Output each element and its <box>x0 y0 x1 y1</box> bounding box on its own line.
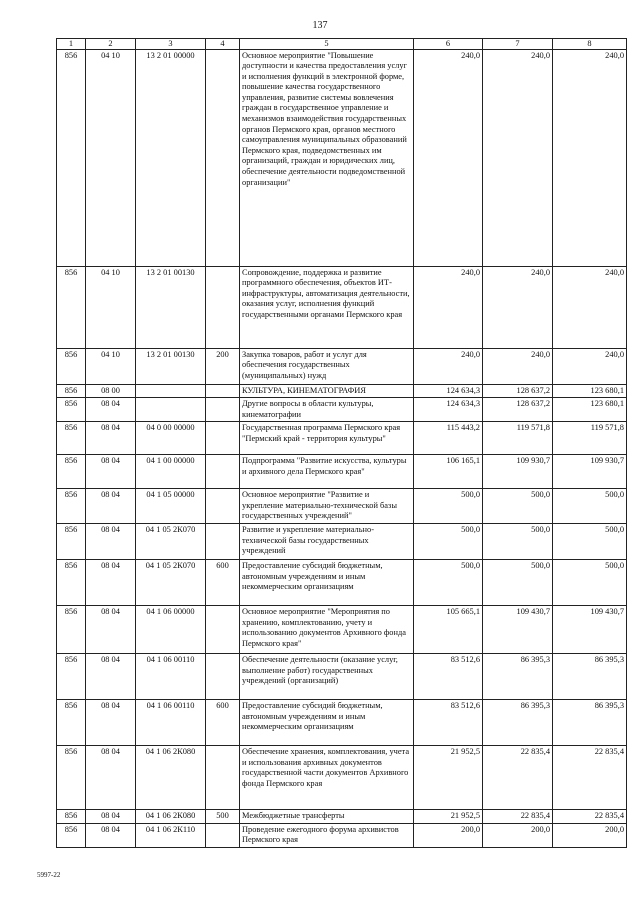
table-row <box>57 489 627 524</box>
admin-code-cell: 856 <box>57 455 86 489</box>
table-row <box>57 49 627 266</box>
target-article-cell: 04 1 06 00000 <box>136 606 206 654</box>
amount-year2-cell: 86 395,3 <box>483 700 553 746</box>
section-code-cell: 04 10 <box>86 266 136 348</box>
expense-type-cell <box>206 49 240 266</box>
table-row <box>57 746 627 810</box>
section-code-cell: 04 10 <box>86 348 136 384</box>
table-row <box>57 348 627 384</box>
item-name-cell: Основное мероприятие "Повышение доступности и качества предоставления услуг и исполнения функций в электронной форме, повышение качества государственного управления, развитие системы вовлечения граждан в государственное управление и механизмов взаимодействия государственных органов Пермского края, органов местного самоуправления муниципальных образований Пермского края, подведомственных им организаций, граждан и юридических лиц, обеспечение деятельности подведомственной организации" <box>240 49 414 266</box>
expense-type-cell <box>206 489 240 524</box>
amount-year1-cell: 105 665,1 <box>414 606 483 654</box>
admin-code-cell: 856 <box>57 49 86 266</box>
amount-year2-cell: 109 430,7 <box>483 606 553 654</box>
item-name-cell: Предоставление субсидий бюджетным, автономным учреждениям и иным некоммерческим организациям <box>240 700 414 746</box>
table-row <box>57 384 627 398</box>
item-name-cell: Основное мероприятие "Мероприятия по хранению, комплектованию, учету и использованию документов Архивного фонда Пермского края" <box>240 606 414 654</box>
section-code-cell: 08 04 <box>86 422 136 455</box>
amount-year1-cell: 500,0 <box>414 524 483 560</box>
amount-year1-cell: 240,0 <box>414 348 483 384</box>
expense-type-cell: 200 <box>206 348 240 384</box>
table-row <box>57 560 627 606</box>
section-code-cell: 08 04 <box>86 560 136 606</box>
expense-type-cell <box>206 266 240 348</box>
table-row <box>57 823 627 847</box>
table-body <box>57 49 627 847</box>
item-name-cell: Подпрограмма "Развитие искусства, культуры и архивного дела Пермского края" <box>240 455 414 489</box>
table-row <box>57 455 627 489</box>
amount-year2-cell: 128 637,2 <box>483 398 553 422</box>
amount-year1-cell: 21 952,5 <box>414 810 483 824</box>
item-name-cell: Другие вопросы в области культуры, кинематографии <box>240 398 414 422</box>
amount-year2-cell: 240,0 <box>483 266 553 348</box>
column-header-1: 1 <box>57 39 86 50</box>
amount-year2-cell: 109 930,7 <box>483 455 553 489</box>
target-article-cell: 04 1 06 2К080 <box>136 810 206 824</box>
amount-year1-cell: 83 512,6 <box>414 654 483 700</box>
admin-code-cell: 856 <box>57 348 86 384</box>
expense-type-cell <box>206 524 240 560</box>
admin-code-cell: 856 <box>57 606 86 654</box>
item-name-cell: Государственная программа Пермского края "Пермский край - территория культуры" <box>240 422 414 455</box>
section-code-cell: 08 04 <box>86 455 136 489</box>
section-code-cell: 08 04 <box>86 606 136 654</box>
column-header-7: 7 <box>483 39 553 50</box>
amount-year2-cell: 240,0 <box>483 348 553 384</box>
admin-code-cell: 856 <box>57 560 86 606</box>
amount-year2-cell: 500,0 <box>483 560 553 606</box>
amount-year1-cell: 106 165,1 <box>414 455 483 489</box>
amount-year1-cell: 240,0 <box>414 266 483 348</box>
admin-code-cell: 856 <box>57 398 86 422</box>
target-article-cell: 13 2 01 00130 <box>136 348 206 384</box>
column-header-2: 2 <box>86 39 136 50</box>
amount-year3-cell: 86 395,3 <box>553 654 627 700</box>
column-header-5: 5 <box>240 39 414 50</box>
amount-year3-cell: 500,0 <box>553 560 627 606</box>
amount-year2-cell: 119 571,8 <box>483 422 553 455</box>
section-code-cell: 04 10 <box>86 49 136 266</box>
target-article-cell: 04 1 05 2К070 <box>136 560 206 606</box>
admin-code-cell: 856 <box>57 422 86 455</box>
table-row <box>57 266 627 348</box>
amount-year1-cell: 500,0 <box>414 489 483 524</box>
item-name-cell: Сопровождение, поддержка и развитие программного обеспечения, объектов ИТ-инфраструктуры, автоматизация деятельности, оказания услуг, исполнения функций государственными органами Пермского края <box>240 266 414 348</box>
amount-year3-cell: 500,0 <box>553 489 627 524</box>
amount-year1-cell: 240,0 <box>414 49 483 266</box>
amount-year2-cell: 240,0 <box>483 49 553 266</box>
expense-type-cell <box>206 455 240 489</box>
expense-type-cell <box>206 422 240 455</box>
table-row <box>57 524 627 560</box>
item-name-cell: Основное мероприятие "Развитие и укрепление материально-технической базы государственных учреждений" <box>240 489 414 524</box>
section-code-cell: 08 04 <box>86 810 136 824</box>
amount-year3-cell: 119 571,8 <box>553 422 627 455</box>
amount-year3-cell: 240,0 <box>553 266 627 348</box>
section-code-cell: 08 04 <box>86 654 136 700</box>
amount-year2-cell: 22 835,4 <box>483 746 553 810</box>
admin-code-cell: 856 <box>57 746 86 810</box>
section-code-cell: 08 04 <box>86 823 136 847</box>
expense-type-cell <box>206 398 240 422</box>
column-header-6: 6 <box>414 39 483 50</box>
item-name-cell: Обеспечение деятельности (оказание услуг, выполнение работ) государственных учреждений (организаций) <box>240 654 414 700</box>
amount-year2-cell: 500,0 <box>483 489 553 524</box>
admin-code-cell: 856 <box>57 700 86 746</box>
admin-code-cell: 856 <box>57 654 86 700</box>
target-article-cell: 04 1 06 2К110 <box>136 823 206 847</box>
target-article-cell <box>136 398 206 422</box>
expense-type-cell: 500 <box>206 810 240 824</box>
target-article-cell <box>136 384 206 398</box>
admin-code-cell: 856 <box>57 489 86 524</box>
amount-year1-cell: 21 952,5 <box>414 746 483 810</box>
target-article-cell: 04 1 06 2К080 <box>136 746 206 810</box>
item-name-cell: Закупка товаров, работ и услуг для обеспечения государственных (муниципальных) нужд <box>240 348 414 384</box>
amount-year1-cell: 124 634,3 <box>414 384 483 398</box>
amount-year3-cell: 22 835,4 <box>553 810 627 824</box>
item-name-cell: Предоставление субсидий бюджетным, автономным учреждениям и иным некоммерческим организациям <box>240 560 414 606</box>
target-article-cell: 04 1 06 00110 <box>136 700 206 746</box>
budget-table <box>56 38 627 848</box>
section-code-cell: 08 00 <box>86 384 136 398</box>
expense-type-cell <box>206 606 240 654</box>
target-article-cell: 13 2 01 00130 <box>136 266 206 348</box>
amount-year3-cell: 86 395,3 <box>553 700 627 746</box>
admin-code-cell: 856 <box>57 810 86 824</box>
table-row <box>57 654 627 700</box>
item-name-cell: Проведение ежегодного форума архивистов Пермского края <box>240 823 414 847</box>
amount-year2-cell: 500,0 <box>483 524 553 560</box>
amount-year2-cell: 86 395,3 <box>483 654 553 700</box>
table-row <box>57 422 627 455</box>
page-number: 137 <box>312 20 328 31</box>
expense-type-cell: 600 <box>206 700 240 746</box>
expense-type-cell <box>206 384 240 398</box>
amount-year1-cell: 115 443,2 <box>414 422 483 455</box>
admin-code-cell: 856 <box>57 384 86 398</box>
table-row <box>57 700 627 746</box>
amount-year2-cell: 128 637,2 <box>483 384 553 398</box>
amount-year3-cell: 200,0 <box>553 823 627 847</box>
amount-year1-cell: 83 512,6 <box>414 700 483 746</box>
amount-year3-cell: 123 680,1 <box>553 398 627 422</box>
item-name-cell: Развитие и укрепление материально-технической базы государственных учреждений <box>240 524 414 560</box>
item-name-cell: КУЛЬТУРА, КИНЕМАТОГРАФИЯ <box>240 384 414 398</box>
item-name-cell: Обеспечение хранения, комплектования, учета и использования архивных документов государственной части документов Архивного фонда Пермского края <box>240 746 414 810</box>
amount-year1-cell: 124 634,3 <box>414 398 483 422</box>
column-header-3: 3 <box>136 39 206 50</box>
section-code-cell: 08 04 <box>86 398 136 422</box>
amount-year3-cell: 500,0 <box>553 524 627 560</box>
amount-year1-cell: 200,0 <box>414 823 483 847</box>
table-row <box>57 810 627 824</box>
target-article-cell: 04 1 05 00000 <box>136 489 206 524</box>
amount-year3-cell: 123 680,1 <box>553 384 627 398</box>
column-header-8: 8 <box>553 39 627 50</box>
amount-year3-cell: 109 930,7 <box>553 455 627 489</box>
amount-year3-cell: 240,0 <box>553 49 627 266</box>
table-row <box>57 398 627 422</box>
section-code-cell: 08 04 <box>86 489 136 524</box>
amount-year2-cell: 200,0 <box>483 823 553 847</box>
amount-year3-cell: 109 430,7 <box>553 606 627 654</box>
target-article-cell: 04 0 00 00000 <box>136 422 206 455</box>
target-article-cell: 04 1 00 00000 <box>136 455 206 489</box>
section-code-cell: 08 04 <box>86 524 136 560</box>
amount-year3-cell: 22 835,4 <box>553 746 627 810</box>
budget-table-container <box>56 38 626 848</box>
column-number-row <box>57 39 627 50</box>
amount-year3-cell: 240,0 <box>553 348 627 384</box>
expense-type-cell <box>206 746 240 810</box>
item-name-cell: Межбюджетные трансферты <box>240 810 414 824</box>
target-article-cell: 04 1 06 00110 <box>136 654 206 700</box>
expense-type-cell <box>206 823 240 847</box>
section-code-cell: 08 04 <box>86 746 136 810</box>
expense-type-cell <box>206 654 240 700</box>
amount-year1-cell: 500,0 <box>414 560 483 606</box>
column-header-4: 4 <box>206 39 240 50</box>
admin-code-cell: 856 <box>57 524 86 560</box>
amount-year2-cell: 22 835,4 <box>483 810 553 824</box>
table-row <box>57 606 627 654</box>
footer-code: 5997-22 <box>37 871 61 879</box>
section-code-cell: 08 04 <box>86 700 136 746</box>
target-article-cell: 13 2 01 00000 <box>136 49 206 266</box>
target-article-cell: 04 1 05 2К070 <box>136 524 206 560</box>
expense-type-cell: 600 <box>206 560 240 606</box>
admin-code-cell: 856 <box>57 823 86 847</box>
admin-code-cell: 856 <box>57 266 86 348</box>
